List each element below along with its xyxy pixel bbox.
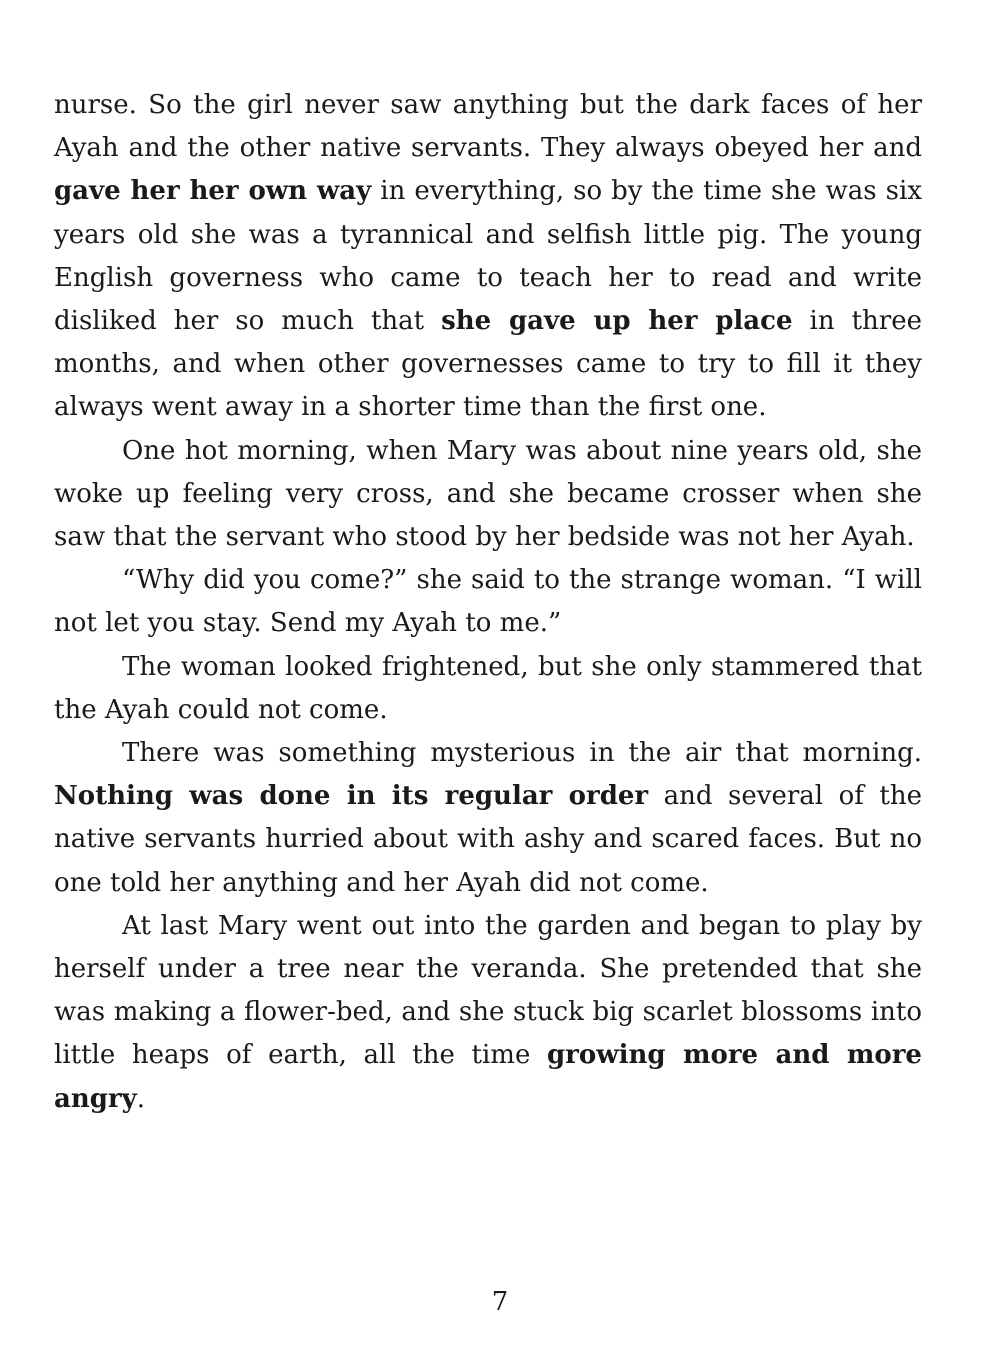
paragraph-3: “Why did you come?” she said to the strange woman. “I will not let you stay. Send my Ayah to me.” [54, 565, 922, 639]
page-number: 7 [491, 1287, 509, 1317]
book-page-body [54, 84, 922, 1121]
bold-phrase: she gave up her place [441, 306, 793, 337]
paragraph-4: The woman looked frightened, but she only stammered that the Ayah could not come. [54, 651, 922, 725]
paragraph-6: At last Mary went out into the garden and began to play by herself under a tree near the veranda. She pretended that she was making a flower-bed, and she stuck big scarlet blossoms into little heaps of earth, all the time growing more and more angry. [54, 910, 922, 1114]
paragraph-2: One hot morning, when Mary was about nine years old, she woke up feeling very cross, and she became crosser when she saw that the servant who stood by her bedside was not her Ayah. [54, 435, 922, 553]
bold-phrase: Nothing was done in its regular order [54, 781, 649, 812]
paragraph-1: nurse. So the girl never saw anything but the dark faces of her Ayah and the other native servants. They always obeyed her and gave her her own way in everything, so by the time she was six years old she was a tyrannical and selfish little pig. The young English governess who came to teach her to read and write disliked her so much that she gave up her place in three months, and when other governesses came to try to fill it they always went away in a shorter time than the first one. [54, 90, 922, 423]
bold-phrase: growing more and more angry [54, 1040, 922, 1114]
bold-phrase: gave her her own way [54, 176, 372, 207]
paragraph-5: There was something mysterious in the air that morning. Nothing was done in its regular order and several of the native servants hurried about with ashy and scared faces. But no one told her anything and her Ayah did not come. [54, 738, 922, 898]
